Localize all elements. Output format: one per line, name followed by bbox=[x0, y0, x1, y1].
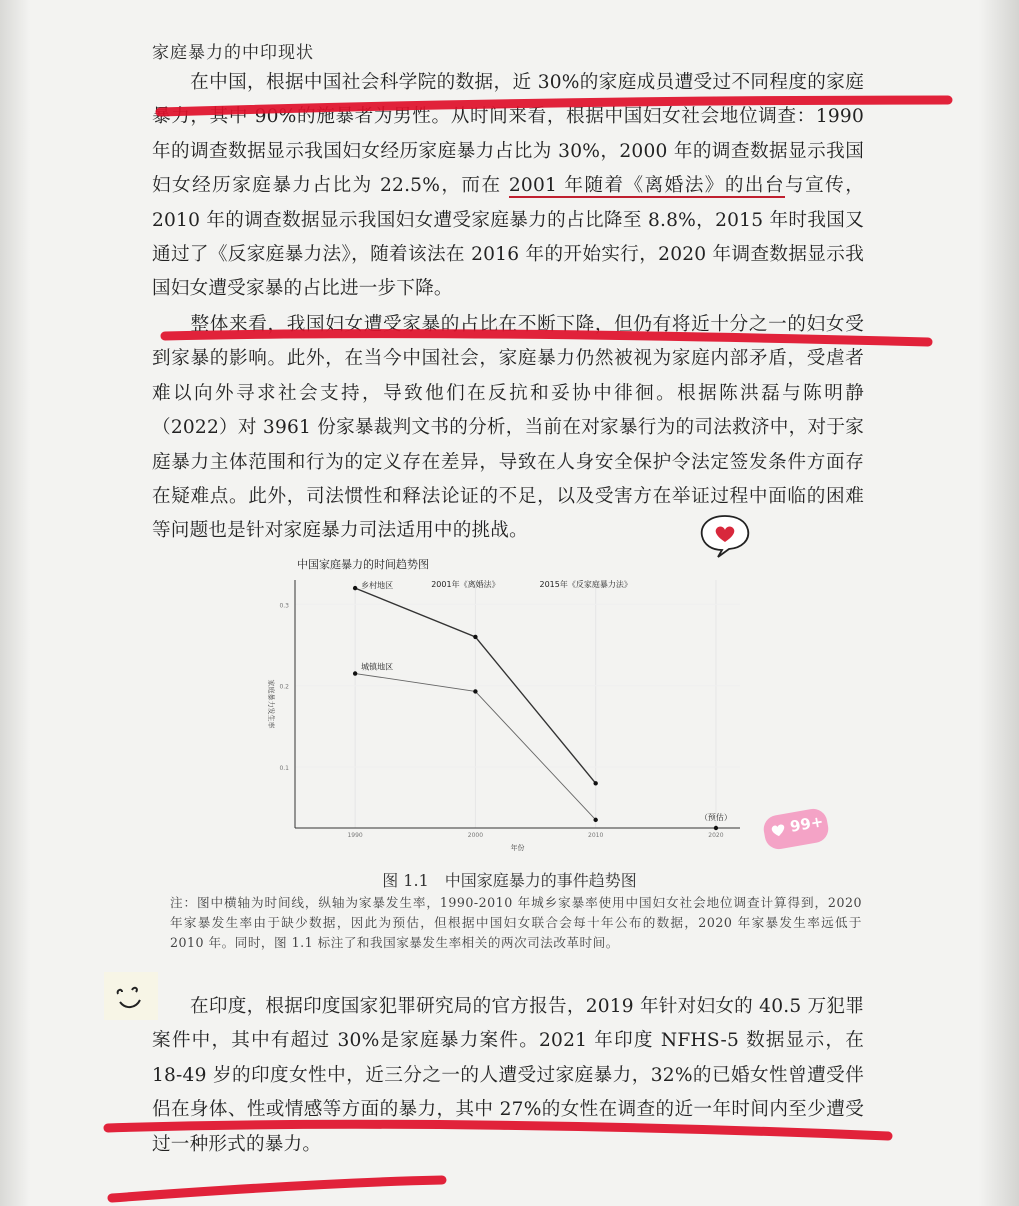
y-tick-label: 0.2 bbox=[279, 683, 289, 691]
paragraph-text: 在中国，根据中国社会科学院的数据，近 30%的家庭成员遭受过不同程度的家庭暴力，其中 90%的施暴者为男性。从时间来看，根据中国妇女社会地位调查：1990 年的调查数据显示我国妇女经历家庭暴力占比为 30%，2000 年的调查数据显示我国妇女经历家庭暴力占比为 22.5%，而在 bbox=[152, 72, 864, 197]
paragraph-india bbox=[152, 990, 864, 1162]
y-tick-label: 0.3 bbox=[279, 602, 289, 610]
page-edge-left bbox=[0, 0, 30, 1206]
section-title: 家庭暴力的中印现状 bbox=[152, 43, 314, 63]
badge-count: 99+ bbox=[788, 812, 825, 836]
paragraph-text: 整体来看，我国妇女遭受家暴的占比在不断下降，但仍有将近十分之一的妇女受到家暴的影响。此外，在当今中国社会，家庭暴力仍然被视为家庭内部矛盾，受虐者难以向外寻求社会支持，导致他们在反抗和妥协中徘徊。根据陈洪磊与陈明静（2022）对 3961 份家暴裁判文书的分析，当前在对家暴行为的司法救济中，对于家庭暴力主体范围和行为的定义存在差异，导致在人身安全保护令法定签发条件方面存在疑难点。此外，司法惯性和释法论证的不足，以及受害方在举证过程中面临的困难等问题也是针对家庭暴力司法适用中的挑战。 bbox=[152, 314, 864, 542]
red-stroke-4 bbox=[112, 1180, 442, 1198]
series-label: 乡村地区 bbox=[361, 581, 394, 591]
paragraph-text: 与宣传，2010 年的调查数据显示我国妇女遭受家庭暴力的占比降至 8.8%，2015 年时我国又通过了《反家庭暴力法》，随着该法在 2016 年的开始实行，2020 年调查数据显示我国妇女遭受家暴的占比进一步下降。 bbox=[152, 175, 864, 300]
paragraph-china-overview bbox=[152, 66, 864, 307]
figure-caption: 图 1.1 中国家庭暴力的事件趋势图 bbox=[382, 871, 637, 890]
x-tick-label: 1990 bbox=[347, 832, 363, 839]
x-tick-label: 2020 bbox=[708, 832, 724, 839]
paragraph-china-summary bbox=[152, 308, 864, 549]
x-axis-label: 年份 bbox=[510, 844, 525, 852]
notification-badge bbox=[760, 802, 834, 858]
policy-annotation: 2015年《反家庭暴力法》 bbox=[539, 580, 632, 589]
paragraph-text: 在印度，根据印度国家犯罪研究局的官方报告，2019 年针对妇女的 40.5 万犯罪案件中，其中有超过 30%是家庭暴力案件。2021 年印度 NFHS-5 数据显示，在 18-49 岁的印度女性中，近三分之一的人遭受过家庭暴力，32%的已婚女性曾遭受伴侣在身体、性或情感等方面的暴力，其中 27%的女性在调查的近一年时间内至少遭受过一种形式的暴力。 bbox=[152, 996, 864, 1155]
data-point bbox=[593, 818, 597, 822]
page-edge-right bbox=[979, 0, 1019, 1206]
data-point bbox=[353, 671, 357, 675]
series-label: 城镇地区 bbox=[361, 662, 394, 672]
predicted-point bbox=[714, 826, 718, 830]
predicted-label: （预估） bbox=[699, 813, 732, 822]
policy-annotation: 2001年《离婚法》 bbox=[431, 580, 500, 589]
figure-note: 注：图中横轴为时间线，纵轴为家暴发生率，1990-2010 年城乡家暴率使用中国妇女社会地位调查计算得到，2020 年家暴发生率由于缺少数据，因此为预估，但根据中国妇女联合会每十年公布的数据，2020 年家暴发生率远低于 2010 年。同时，图 1.1 标注了和我国家暴发生率相关的两次司法改革时间。 bbox=[170, 895, 862, 950]
x-tick-label: 2000 bbox=[467, 832, 484, 839]
heart-bubble-icon bbox=[696, 512, 754, 558]
x-tick-label: 2010 bbox=[588, 832, 604, 839]
data-point bbox=[593, 781, 597, 785]
y-tick-label: 0.1 bbox=[279, 765, 289, 773]
underlined-phrase: 2001 年随着《离婚法》的出台 bbox=[508, 175, 786, 197]
data-point bbox=[353, 586, 357, 590]
trend-chart bbox=[255, 570, 755, 855]
smiley-doodle-icon bbox=[104, 972, 158, 1020]
data-point bbox=[473, 635, 477, 639]
chart-title: 中国家庭暴力的时间趋势图 bbox=[297, 558, 429, 571]
y-axis-label: 家庭暴力发生率 bbox=[267, 679, 275, 729]
data-point bbox=[473, 689, 477, 693]
